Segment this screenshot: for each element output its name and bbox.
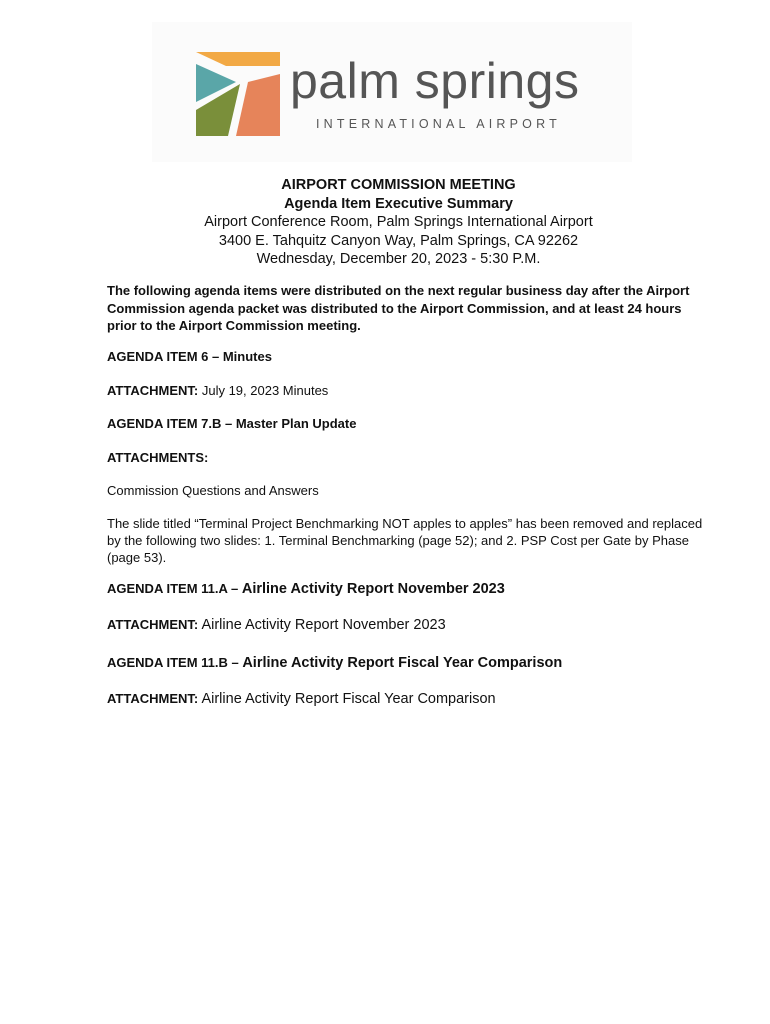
attachment-label: ATTACHMENT: [107,383,199,398]
attachment-label: ATTACHMENT: [107,691,199,706]
agenda-item-11b-heading [107,655,562,671]
heading-title: Airline Activity Report Fiscal Year Comparison [242,655,563,671]
meeting-title: AIRPORT COMMISSION MEETING [281,177,516,193]
attachments-label: ATTACHMENTS: [107,450,209,465]
intro-paragraph: The following agenda items were distributed on the next regular business day after the Airport Commission agenda packet was distributed to the Airport Commission, and at least 24 hours prior to the Airport Commission meeting. [107,283,690,333]
agenda-item-6-attachment [107,383,328,398]
attachment-text: July 19, 2023 Minutes [198,383,329,398]
logo-name: palm springs [290,53,580,109]
agenda-item-11a-attachment [107,617,446,633]
agenda-item-7b-heading: AGENDA ITEM 7.B – Master Plan Update [107,416,357,431]
attachment-item: Commission Questions and Answers [107,483,319,498]
logo-subtitle: INTERNATIONAL AIRPORT [316,117,561,131]
attachment-text: Airline Activity Report November 2023 [198,617,446,633]
palm-springs-logo-icon [196,52,280,136]
agenda-item-11b-attachment [107,691,496,707]
meeting-subtitle: Agenda Item Executive Summary [284,195,513,212]
attachment-label: ATTACHMENT: [107,617,199,632]
agenda-item-6-heading: AGENDA ITEM 6 – Minutes [107,349,272,364]
meeting-location: Airport Conference Room, Palm Springs International Airport [204,214,593,230]
meeting-header [0,176,770,269]
heading-title: Airline Activity Report November 2023 [241,581,505,597]
heading-prefix: AGENDA ITEM 11.B – [107,655,243,670]
airport-logo [152,22,632,162]
attachment-text: Airline Activity Report Fiscal Year Comparison [198,691,496,707]
meeting-address: 3400 E. Tahquitz Canyon Way, Palm Springs, CA 92262 [218,232,579,249]
meeting-datetime: Wednesday, December 20, 2023 - 5:30 P.M. [256,251,541,267]
slide-note: The slide titled “Terminal Project Benchmarking NOT apples to apples” has been removed and replaced by the following two slides: 1. Terminal Benchmarking (page 52); and 2. PSP Cost per Gate by Phase (page 53). [107,516,703,565]
heading-prefix: AGENDA ITEM 11.A – [107,581,242,596]
agenda-item-11a-heading [107,581,505,597]
